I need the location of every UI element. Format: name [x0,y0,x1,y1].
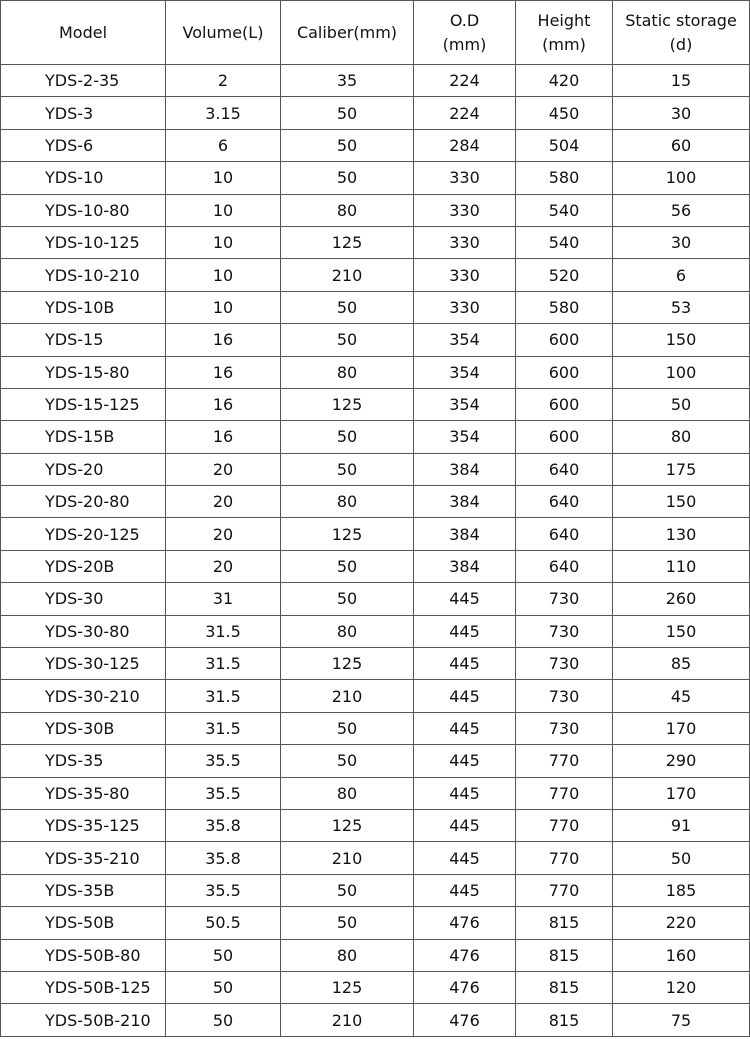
model-cell: YDS-35-80 [1,777,166,809]
volume-header [166,1,281,65]
height-cell: 815 [516,971,613,1003]
static-storage-cell: 45 [613,680,750,712]
height-header [516,1,613,65]
header-label: (mm) [542,34,586,54]
table-row [1,971,750,1003]
od-cell: 354 [414,421,516,453]
height-cell: 730 [516,615,613,647]
height-cell: 770 [516,874,613,906]
static-storage-cell: 100 [613,356,750,388]
volume-cell: 31.5 [166,712,281,744]
caliber-cell: 50 [281,421,414,453]
model-header [1,1,166,65]
volume-cell: 6 [166,129,281,161]
static-storage-cell: 220 [613,907,750,939]
model-cell: YDS-30B [1,712,166,744]
table-row [1,1004,750,1037]
header-label: Model [58,22,108,42]
height-cell: 815 [516,907,613,939]
table-row [1,486,750,518]
od-cell: 384 [414,518,516,550]
caliber-cell: 50 [281,291,414,323]
volume-cell: 10 [166,226,281,258]
caliber-cell: 125 [281,226,414,258]
static-storage-cell: 85 [613,648,750,680]
table-row [1,777,750,809]
header-label: (d) [669,34,693,54]
height-cell: 770 [516,777,613,809]
caliber-cell: 125 [281,971,414,1003]
volume-cell: 16 [166,421,281,453]
od-cell: 445 [414,745,516,777]
caliber-cell: 80 [281,194,414,226]
volume-cell: 50 [166,971,281,1003]
volume-cell: 10 [166,259,281,291]
caliber-cell: 50 [281,97,414,129]
table-row [1,809,750,841]
volume-cell: 31.5 [166,648,281,680]
model-cell: YDS-50B-210 [1,1004,166,1037]
table-row [1,259,750,291]
caliber-cell: 50 [281,324,414,356]
model-cell: YDS-15-80 [1,356,166,388]
volume-cell: 10 [166,194,281,226]
table-row [1,615,750,647]
model-cell: YDS-10 [1,162,166,194]
volume-cell: 35.8 [166,809,281,841]
height-cell: 730 [516,583,613,615]
table-row [1,194,750,226]
od-cell: 224 [414,97,516,129]
static-storage-cell: 75 [613,1004,750,1037]
volume-cell: 16 [166,356,281,388]
od-cell: 445 [414,712,516,744]
table-row [1,388,750,420]
volume-cell: 35.5 [166,745,281,777]
model-cell: YDS-30-210 [1,680,166,712]
static-storage-cell: 110 [613,550,750,582]
table-row [1,518,750,550]
caliber-cell: 125 [281,809,414,841]
volume-cell: 20 [166,453,281,485]
od-cell: 476 [414,1004,516,1037]
height-cell: 600 [516,356,613,388]
height-cell: 640 [516,550,613,582]
od-cell: 445 [414,874,516,906]
table-row [1,65,750,97]
caliber-cell: 80 [281,615,414,647]
caliber-cell: 210 [281,259,414,291]
height-cell: 770 [516,745,613,777]
caliber-cell: 50 [281,712,414,744]
volume-cell: 2 [166,65,281,97]
od-cell: 476 [414,971,516,1003]
od-cell: 284 [414,129,516,161]
model-cell: YDS-35-125 [1,809,166,841]
caliber-cell: 35 [281,65,414,97]
table-row [1,745,750,777]
static-storage-cell: 150 [613,324,750,356]
height-cell: 580 [516,162,613,194]
static-storage-header [613,1,750,65]
height-cell: 815 [516,939,613,971]
caliber-cell: 80 [281,356,414,388]
static-storage-cell: 80 [613,421,750,453]
od-cell: 445 [414,842,516,874]
table-row [1,939,750,971]
caliber-cell: 50 [281,162,414,194]
model-cell: YDS-20-125 [1,518,166,550]
header-label: Height [537,10,591,30]
caliber-cell: 50 [281,550,414,582]
od-cell: 476 [414,907,516,939]
height-cell: 815 [516,1004,613,1037]
model-cell: YDS-10-125 [1,226,166,258]
table-row [1,162,750,194]
static-storage-cell: 15 [613,65,750,97]
height-cell: 520 [516,259,613,291]
static-storage-cell: 170 [613,777,750,809]
model-cell: YDS-35-210 [1,842,166,874]
header-row [1,1,750,65]
model-cell: YDS-20 [1,453,166,485]
height-cell: 600 [516,324,613,356]
model-cell: YDS-10B [1,291,166,323]
model-cell: YDS-50B-125 [1,971,166,1003]
caliber-cell: 125 [281,388,414,420]
od-cell: 445 [414,583,516,615]
od-cell: 330 [414,162,516,194]
static-storage-cell: 50 [613,842,750,874]
table-row [1,226,750,258]
table-row [1,680,750,712]
model-cell: YDS-15B [1,421,166,453]
table-row [1,291,750,323]
height-cell: 450 [516,97,613,129]
height-cell: 600 [516,388,613,420]
static-storage-cell: 170 [613,712,750,744]
model-cell: YDS-15 [1,324,166,356]
volume-cell: 20 [166,486,281,518]
od-header [414,1,516,65]
static-storage-cell: 50 [613,388,750,420]
od-cell: 445 [414,648,516,680]
volume-cell: 50 [166,939,281,971]
caliber-cell: 50 [281,453,414,485]
static-storage-cell: 150 [613,615,750,647]
header-label: Caliber(mm) [296,22,398,42]
od-cell: 445 [414,777,516,809]
model-cell: YDS-20-80 [1,486,166,518]
static-storage-cell: 130 [613,518,750,550]
volume-cell: 35.8 [166,842,281,874]
static-storage-cell: 6 [613,259,750,291]
static-storage-cell: 30 [613,226,750,258]
static-storage-cell: 185 [613,874,750,906]
od-cell: 384 [414,486,516,518]
table-row [1,97,750,129]
od-cell: 384 [414,550,516,582]
model-cell: YDS-35B [1,874,166,906]
table-row [1,842,750,874]
model-cell: YDS-35 [1,745,166,777]
caliber-cell: 50 [281,745,414,777]
model-cell: YDS-3 [1,97,166,129]
model-cell: YDS-30-125 [1,648,166,680]
model-cell: YDS-2-35 [1,65,166,97]
height-cell: 640 [516,486,613,518]
header-label: Static storage [625,10,737,30]
od-cell: 354 [414,356,516,388]
table-row [1,453,750,485]
caliber-cell: 80 [281,939,414,971]
static-storage-cell: 30 [613,97,750,129]
static-storage-cell: 150 [613,486,750,518]
od-cell: 445 [414,809,516,841]
volume-cell: 35.5 [166,874,281,906]
caliber-cell: 80 [281,777,414,809]
height-cell: 540 [516,226,613,258]
model-cell: YDS-6 [1,129,166,161]
table-row [1,583,750,615]
table-row [1,129,750,161]
header-label: O.D [449,10,480,30]
table-header [1,1,750,65]
od-cell: 384 [414,453,516,485]
height-cell: 580 [516,291,613,323]
caliber-cell: 210 [281,680,414,712]
caliber-cell: 210 [281,1004,414,1037]
table-row [1,712,750,744]
static-storage-cell: 100 [613,162,750,194]
height-cell: 730 [516,712,613,744]
static-storage-cell: 53 [613,291,750,323]
caliber-cell: 125 [281,648,414,680]
model-cell: YDS-20B [1,550,166,582]
volume-cell: 31.5 [166,680,281,712]
model-cell: YDS-30-80 [1,615,166,647]
static-storage-cell: 290 [613,745,750,777]
static-storage-cell: 60 [613,129,750,161]
height-cell: 640 [516,518,613,550]
table-row [1,874,750,906]
table-row [1,421,750,453]
static-storage-cell: 56 [613,194,750,226]
table-row [1,356,750,388]
volume-cell: 50.5 [166,907,281,939]
volume-cell: 31 [166,583,281,615]
height-cell: 420 [516,65,613,97]
height-cell: 540 [516,194,613,226]
caliber-cell: 50 [281,129,414,161]
static-storage-cell: 160 [613,939,750,971]
od-cell: 445 [414,615,516,647]
table-row [1,907,750,939]
caliber-cell: 125 [281,518,414,550]
model-cell: YDS-50B [1,907,166,939]
od-cell: 330 [414,194,516,226]
caliber-cell: 80 [281,486,414,518]
height-cell: 730 [516,680,613,712]
od-cell: 330 [414,226,516,258]
volume-cell: 31.5 [166,615,281,647]
volume-cell: 10 [166,291,281,323]
volume-cell: 3.15 [166,97,281,129]
model-cell: YDS-15-125 [1,388,166,420]
od-cell: 224 [414,65,516,97]
volume-cell: 16 [166,388,281,420]
model-cell: YDS-10-80 [1,194,166,226]
height-cell: 640 [516,453,613,485]
volume-cell: 16 [166,324,281,356]
table-row [1,324,750,356]
height-cell: 770 [516,809,613,841]
volume-cell: 50 [166,1004,281,1037]
caliber-cell: 50 [281,874,414,906]
volume-cell: 10 [166,162,281,194]
caliber-cell: 50 [281,583,414,615]
model-cell: YDS-10-210 [1,259,166,291]
model-cell: YDS-50B-80 [1,939,166,971]
height-cell: 770 [516,842,613,874]
table-body [1,65,750,1037]
height-cell: 730 [516,648,613,680]
od-cell: 354 [414,324,516,356]
od-cell: 445 [414,680,516,712]
od-cell: 476 [414,939,516,971]
volume-cell: 20 [166,550,281,582]
static-storage-cell: 120 [613,971,750,1003]
caliber-header [281,1,414,65]
static-storage-cell: 260 [613,583,750,615]
od-cell: 354 [414,388,516,420]
static-storage-cell: 91 [613,809,750,841]
od-cell: 330 [414,291,516,323]
table-row [1,550,750,582]
header-label: Volume(L) [182,22,264,42]
static-storage-cell: 175 [613,453,750,485]
header-label: (mm) [442,34,487,54]
table-row [1,648,750,680]
caliber-cell: 50 [281,907,414,939]
volume-cell: 35.5 [166,777,281,809]
height-cell: 600 [516,421,613,453]
model-cell: YDS-30 [1,583,166,615]
volume-cell: 20 [166,518,281,550]
od-cell: 330 [414,259,516,291]
caliber-cell: 210 [281,842,414,874]
height-cell: 504 [516,129,613,161]
